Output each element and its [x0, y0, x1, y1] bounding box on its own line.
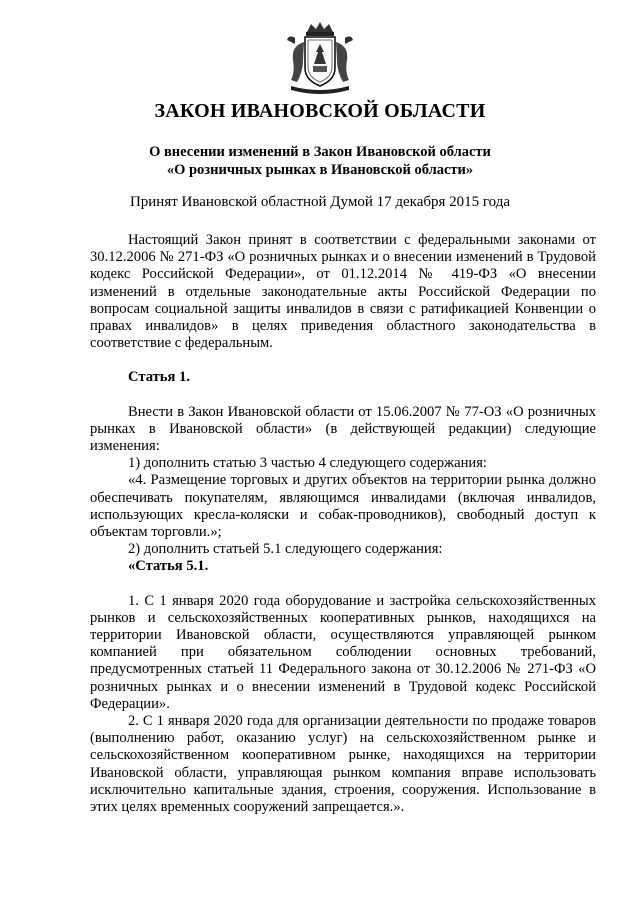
article-5-1-heading: «Статья 5.1. [128, 558, 209, 575]
spacer [90, 576, 596, 593]
article-1-heading: Статья 1. [128, 369, 190, 386]
subtitle-line-1: О внесении изменений в Закон Ивановской области [149, 144, 491, 160]
amendment-item-2: 2) дополнить статьей 5.1 следующего содержания: [128, 541, 443, 558]
law-body [90, 232, 596, 816]
article-5-1-paragraph-1: 1. С 1 января 2020 года оборудование и застройка сельскохозяйственных рынков и сельскохозяйственных кооперативных рынков, находящихся на территории Ивановской области, осуществляются управляющей рынком компанией при обязательном соблюдении основных требований, предусмотренных статьей 11 Федерального закона от 30.12.2006 № 271-ФЗ «О розничных рынках и о внесении изменений в Трудовой кодекс Российской Федерации». [90, 592, 596, 712]
article-1-intro: Внести в Закон Ивановской области от 15.06.2007 № 77-ОЗ «О розничных рынках в Ивановской области» (в действующей редакции) следующие изменения: [90, 403, 596, 455]
amendment-item-1: 1) дополнить статью 3 частью 4 следующего содержания: [128, 455, 487, 472]
article-5-1-paragraph-2: 2. С 1 января 2020 года для организации деятельности по продаже товаров (выполнению работ, оказанию услуг) на сельскохозяйственном рынке и сельскохозяйственном кооперативном рынке, находящихся на территории Ивановской области, управляющая рынком компания вправе использовать исключительно капитальные здания, строения, сооружения. Использование в этих целях временных сооружений запрещается.». [90, 713, 596, 816]
preamble-paragraph: Настоящий Закон принят в соответствии с федеральными законами от 30.12.2006 № 271-ФЗ «О розничных рынках и о внесении изменений в Трудовой кодекс Российской Федерации», от 01.12.2014 № 419-ФЗ «О внесении изменений в отдельные законодательные акты Российской Федерации по вопросам социальной защиты инвалидов в связи с ратификацией Конвенции о правах инвалидов» в целях приведения областного законодательства в соответствие с федеральным. [90, 232, 596, 352]
amendment-item-1-text: «4. Размещение торговых и других объектов на территории рынка должно обеспечивать покупателям, являющимся инвалидами (включая инвалидов, использующих кресла-коляски и собак-проводников), свободный доступ к объектам торговли.»; [90, 472, 596, 541]
subtitle-line-2: «О розничных рынках в Ивановской области» [166, 162, 474, 178]
adoption-line: Принят Ивановской областной Думой 17 декабря 2015 года [129, 194, 511, 210]
law-subtitle [0, 143, 640, 179]
law-title: ЗАКОН ИВАНОВСКОЙ ОБЛАСТИ [154, 100, 486, 122]
coat-of-arms-icon [283, 20, 357, 96]
